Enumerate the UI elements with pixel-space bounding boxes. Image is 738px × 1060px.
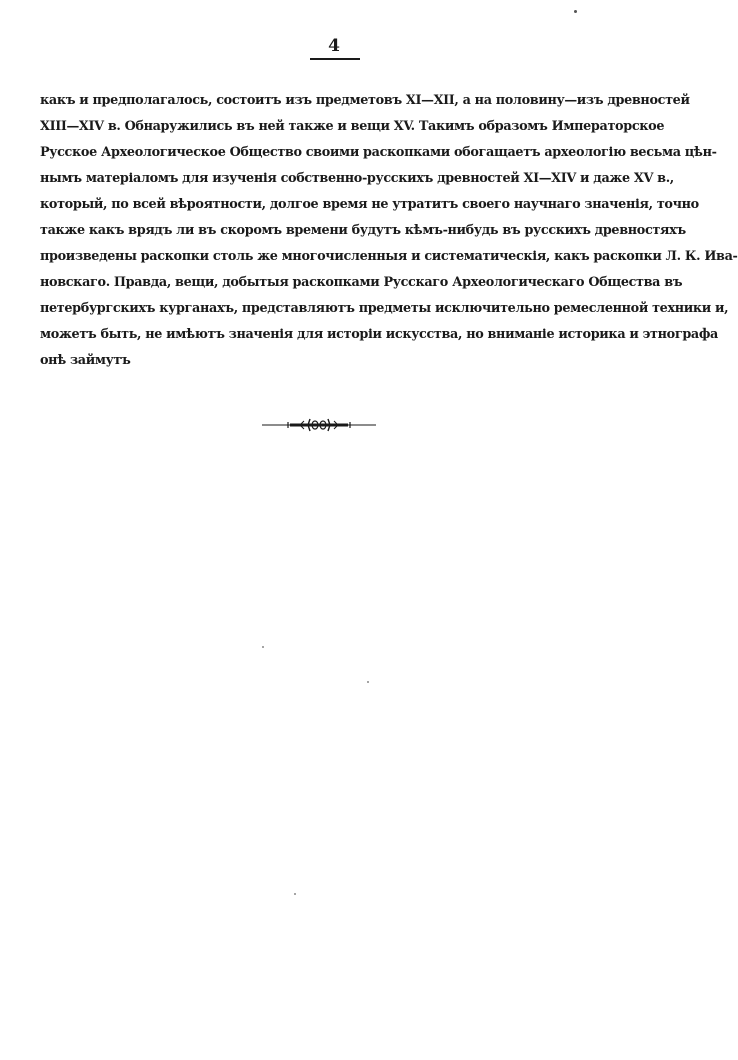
- text-line: произведены раскопки столь же многочисленныя и систематическія, какъ раскопки Л. К. Ива-: [40, 249, 738, 264]
- page-number-rule: [310, 58, 360, 60]
- text-line: новскаго. Правда, вещи, добытыя раскопками Русскаго Археологическаго Общества въ: [40, 275, 683, 290]
- text-line: какъ и предполагалось, состоитъ изъ предметовъ XI—XII, а на половину—изъ древностей: [40, 93, 690, 108]
- text-line: XIII—XIV в. Обнаружились въ ней также и вещи XV. Такимъ образомъ Императорское: [40, 119, 665, 134]
- text-line: онѣ займутъ: [40, 353, 131, 368]
- text-line: который, по всей вѣроятности, долгое время не утратитъ своего научнаго значенія, точно: [40, 197, 699, 212]
- corner-mark: [574, 10, 577, 13]
- text-line: петербургскихъ курганахъ, представляютъ предметы исключительно ремесленной техники и,: [40, 301, 729, 316]
- paper-speck: [294, 893, 296, 895]
- body-text: [40, 88, 738, 374]
- paper-speck: [367, 681, 369, 683]
- decorative-divider-icon: [260, 415, 378, 435]
- page-number: 4: [328, 36, 340, 56]
- text-line: нымъ матеріаломъ для изученія собственно-русскихъ древностей XI—XIV и даже XV в.,: [40, 171, 674, 186]
- text-line: можетъ быть, не имѣютъ значенія для исторіи искусства, но вниманіе историка и этнографа: [40, 327, 719, 342]
- text-line: также какъ врядъ ли въ скоромъ времени будутъ кѣмъ-нибудь въ русскихъ древностяхъ: [40, 223, 686, 238]
- paper-speck: [262, 646, 264, 648]
- text-line: Русское Археологическое Общество своими раскопками обогащаетъ археологію весьма цѣн-: [40, 145, 717, 160]
